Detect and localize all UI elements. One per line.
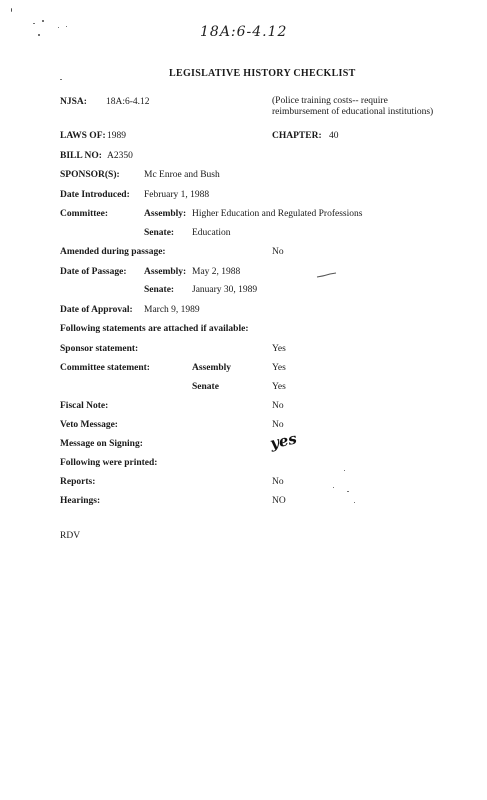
laws-of-value: 1989 xyxy=(107,131,126,141)
scan-speck xyxy=(66,26,67,27)
scan-speck xyxy=(58,27,59,28)
amended-label: Amended during passage: xyxy=(60,247,166,257)
handwritten-citation: 18A:6-4.12 xyxy=(200,24,288,40)
veto-message-label: Veto Message: xyxy=(60,420,118,430)
message-on-signing-label: Message on Signing: xyxy=(60,439,143,449)
attached-heading: Following statements are attached if available: xyxy=(60,324,249,334)
scan-speck xyxy=(333,487,334,488)
fiscal-note-value: No xyxy=(272,401,284,411)
committee-statement-assembly-value: Yes xyxy=(272,363,286,373)
scan-speck xyxy=(11,8,12,12)
passage-senate-value: January 30, 1989 xyxy=(192,285,258,295)
committee-statement-senate-value: Yes xyxy=(272,382,286,392)
scan-speck xyxy=(347,491,349,492)
sponsor-statement-label: Sponsor statement: xyxy=(60,344,139,354)
scan-speck xyxy=(42,20,44,22)
page-title: LEGISLATIVE HISTORY CHECKLIST xyxy=(169,68,356,79)
printed-heading: Following were printed: xyxy=(60,458,158,468)
bill-no-label: BILL NO: xyxy=(60,151,102,161)
sponsor-statement-value: Yes xyxy=(272,344,286,354)
scan-speck xyxy=(60,79,62,80)
committee-senate-value: Education xyxy=(192,228,231,238)
njsa-value: 18A:6-4.12 xyxy=(106,97,150,107)
laws-of-label: LAWS OF: xyxy=(60,131,106,141)
bill-no-value: A2350 xyxy=(107,151,133,161)
date-introduced-value: February 1, 1988 xyxy=(144,190,210,200)
reports-value: No xyxy=(272,477,284,487)
committee-label: Committee: xyxy=(60,209,109,219)
scan-speck xyxy=(354,502,355,503)
chapter-value: 40 xyxy=(329,131,339,141)
approval-value: March 9, 1989 xyxy=(144,305,200,315)
hearings-label: Hearings: xyxy=(60,496,101,506)
message-on-signing-handwritten-value: yes xyxy=(268,429,299,453)
committee-assembly-value: Higher Education and Regulated Professions xyxy=(192,209,363,219)
passage-senate-label: Senate: xyxy=(144,285,175,295)
scan-speck xyxy=(344,470,345,471)
initials: RDV xyxy=(60,531,81,541)
passage-label: Date of Passage: xyxy=(60,267,127,277)
veto-message-value: No xyxy=(272,420,284,430)
hearings-value: NO xyxy=(272,496,286,506)
njsa-description: (Police training costs-- require reimbursement of educational institutions) xyxy=(272,96,434,117)
njsa-label: NJSA: xyxy=(60,97,87,107)
committee-statement-label: Committee statement: xyxy=(60,363,150,373)
passage-assembly-value: May 2, 1988 xyxy=(192,267,241,277)
committee-statement-assembly-label: Assembly xyxy=(192,363,232,373)
committee-statement-senate-label: Senate xyxy=(192,382,219,392)
date-introduced-label: Date Introduced: xyxy=(60,190,130,200)
reports-label: Reports: xyxy=(60,477,96,487)
sponsors-value: Mc Enroe and Bush xyxy=(144,170,220,180)
pen-mark xyxy=(316,271,338,279)
approval-label: Date of Approval: xyxy=(60,305,133,315)
fiscal-note-label: Fiscal Note: xyxy=(60,401,109,411)
committee-senate-label: Senate: xyxy=(144,228,175,238)
amended-value: No xyxy=(272,247,284,257)
passage-assembly-label: Assembly: xyxy=(144,267,187,277)
scan-speck xyxy=(38,34,40,36)
committee-assembly-label: Assembly: xyxy=(144,209,187,219)
chapter-label: CHAPTER: xyxy=(272,131,322,141)
scan-speck xyxy=(33,23,35,24)
sponsors-label: SPONSOR(S): xyxy=(60,170,120,180)
